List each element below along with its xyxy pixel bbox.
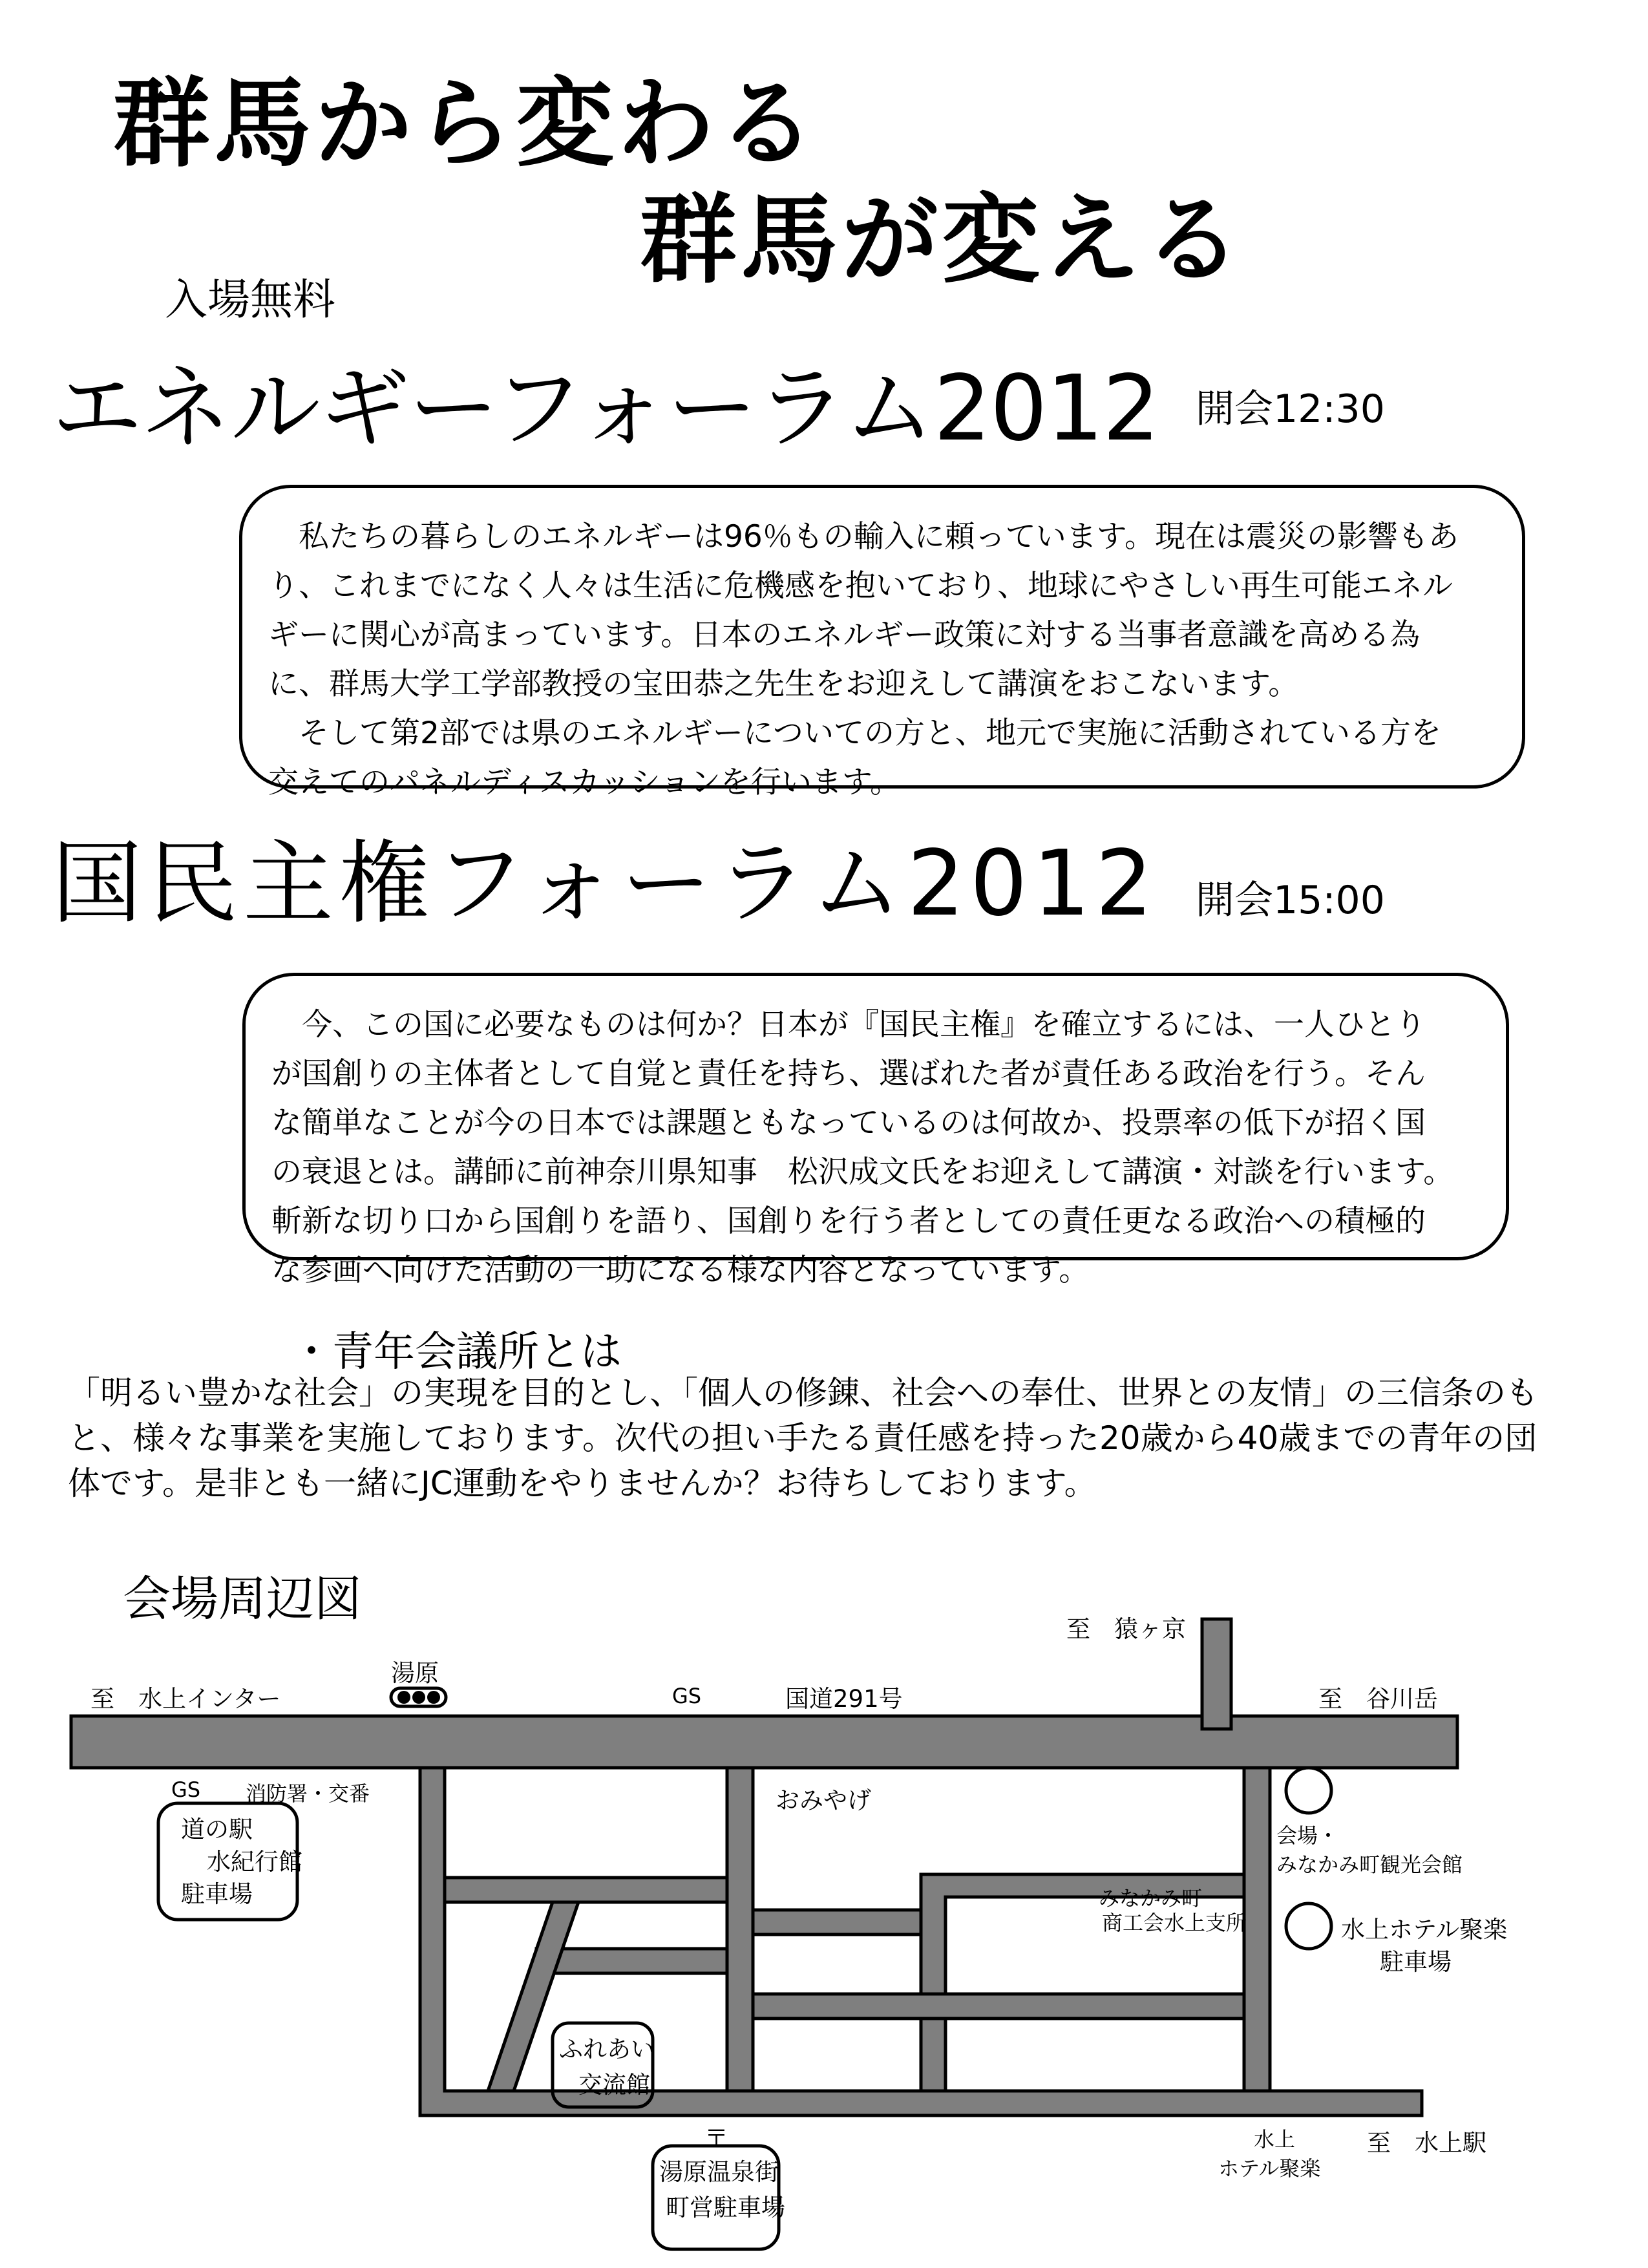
- label-omiyage: おみやげ: [776, 1786, 871, 1814]
- label-gs-left: GS: [171, 1777, 201, 1802]
- label-venue-2: みなかみ町観光会館: [1276, 1852, 1463, 1877]
- label-michinoeki-1: 道の駅: [181, 1816, 253, 1843]
- label-chamber-2: 商工会水上支所: [1102, 1911, 1247, 1935]
- label-to-tanigawa: 至 谷川岳: [1318, 1685, 1438, 1713]
- energy-forum-paragraph-1: 私たちの暮らしのエネルギーは96％もの輸入に頼っています。現在は震災の影響もあり、これまでになく人々は生活に危機感を抱いており、地球にやさしい再生可能エネルギーに関心が高まっています。日本のエネルギー政策に対する当事者意識を高める為に、群馬大学工学部教授の宝田恭之先生をお迎えして講演をおこないます。: [268, 519, 1459, 702]
- label-hotel-parking-2: 駐車場: [1380, 1948, 1452, 1976]
- hotel-parking-marker-icon: [1286, 1903, 1331, 1949]
- label-gs-top: GS: [672, 1684, 702, 1708]
- label-fureai-1: ふれあい: [559, 2035, 655, 2063]
- label-hotel-2: ホテル聚楽: [1218, 2156, 1321, 2181]
- sovereignty-forum-paragraph: 今、この国に必要なものは何か？日本が『国民主権』を確立するには、一人ひとりが国創りの主体者として自覚と責任を持ち、選ばれた者が責任ある政治を行う。そんな簡単なことが今の日本では課題ともなっているのは何故か、投票率の低下が招く国の衰退とは。講師に前神奈川県知事 松沢成文氏をお迎えして講演・対談を行います。斬新な切り口から国創りを語り、国創りを行う者としての責任更なる政治への積極的な参画へ向けた活動の一助になる様な内容となっています。: [271, 1007, 1454, 1288]
- label-to-sarugakyo: 至 猿ヶ京: [1066, 1615, 1186, 1643]
- label-onsen-parking-2: 町営駐車場: [666, 2194, 785, 2221]
- road-horizontal-2: [536, 1949, 727, 1973]
- label-hotel-parking-1: 水上ホテル聚楽: [1341, 1916, 1508, 1944]
- energy-forum-paragraph-2: そして第2部では県のエネルギーについての方と、地元で実施に活動されている方を交えてのパネルディスカッションを行います。: [268, 715, 1441, 800]
- energy-forum-title: エネルギーフォーラム2012: [52, 356, 1159, 461]
- route-291-road: [71, 1716, 1457, 1768]
- road-vertical-b: [1244, 1768, 1270, 2091]
- jc-heading: ・青年会議所とは: [291, 1328, 622, 1376]
- free-admission-label: 入場無料: [165, 275, 335, 324]
- headline-line1: 群馬から変わる: [113, 68, 819, 180]
- road-horizontal-4: [753, 1994, 1244, 2019]
- label-route-291: 国道291号: [785, 1685, 903, 1713]
- label-michinoeki-2: 水紀行館: [207, 1848, 302, 1876]
- label-onsen-parking-1: 湯原温泉街: [659, 2158, 779, 2186]
- label-fire-station: 消防署・交番: [246, 1781, 370, 1806]
- sovereignty-forum-title: 国民主権フォーラム2012: [52, 831, 1158, 937]
- label-chamber-1: みなかみ町: [1099, 1886, 1203, 1911]
- label-to-station: 至 水上駅: [1367, 2129, 1486, 2157]
- label-hotel-1: 水上: [1254, 2127, 1296, 2152]
- label-yubara: 湯原: [391, 1659, 439, 1687]
- label-fureai-2: 交流館: [578, 2071, 650, 2099]
- map-title: 会場周辺図: [123, 1571, 362, 1627]
- road-horizontal-1: [445, 1878, 727, 1902]
- road-vertical-a: [727, 1768, 753, 2091]
- yubara-station-icon: [397, 1691, 440, 1704]
- label-michinoeki-3: 駐車場: [181, 1880, 253, 1908]
- venue-marker-icon: [1286, 1768, 1331, 1813]
- post-office-icon: 〒: [704, 2125, 728, 2152]
- road-horizontal-3: [753, 1910, 921, 1934]
- jc-description: 「明るい豊かな社会」の実現を目的とし、「個人の修錬、社会への奉仕、世界との友情」の三信条のもと、様々な事業を実施しております。次代の担い手たる責任感を持った20歳から40歳までの青年の団体です。是非とも一緒にJC運動をやりませんか？お待ちしております。: [68, 1374, 1538, 1502]
- sovereignty-forum-open-time: 開会15:00: [1196, 878, 1385, 923]
- road-to-sarugakyo: [1202, 1619, 1231, 1729]
- label-to-interchange: 至 水上インター: [90, 1685, 281, 1713]
- headline-line2: 群馬が変える: [640, 184, 1245, 297]
- label-venue-1: 会場・: [1276, 1823, 1339, 1848]
- energy-forum-open-time: 開会12:30: [1196, 387, 1385, 432]
